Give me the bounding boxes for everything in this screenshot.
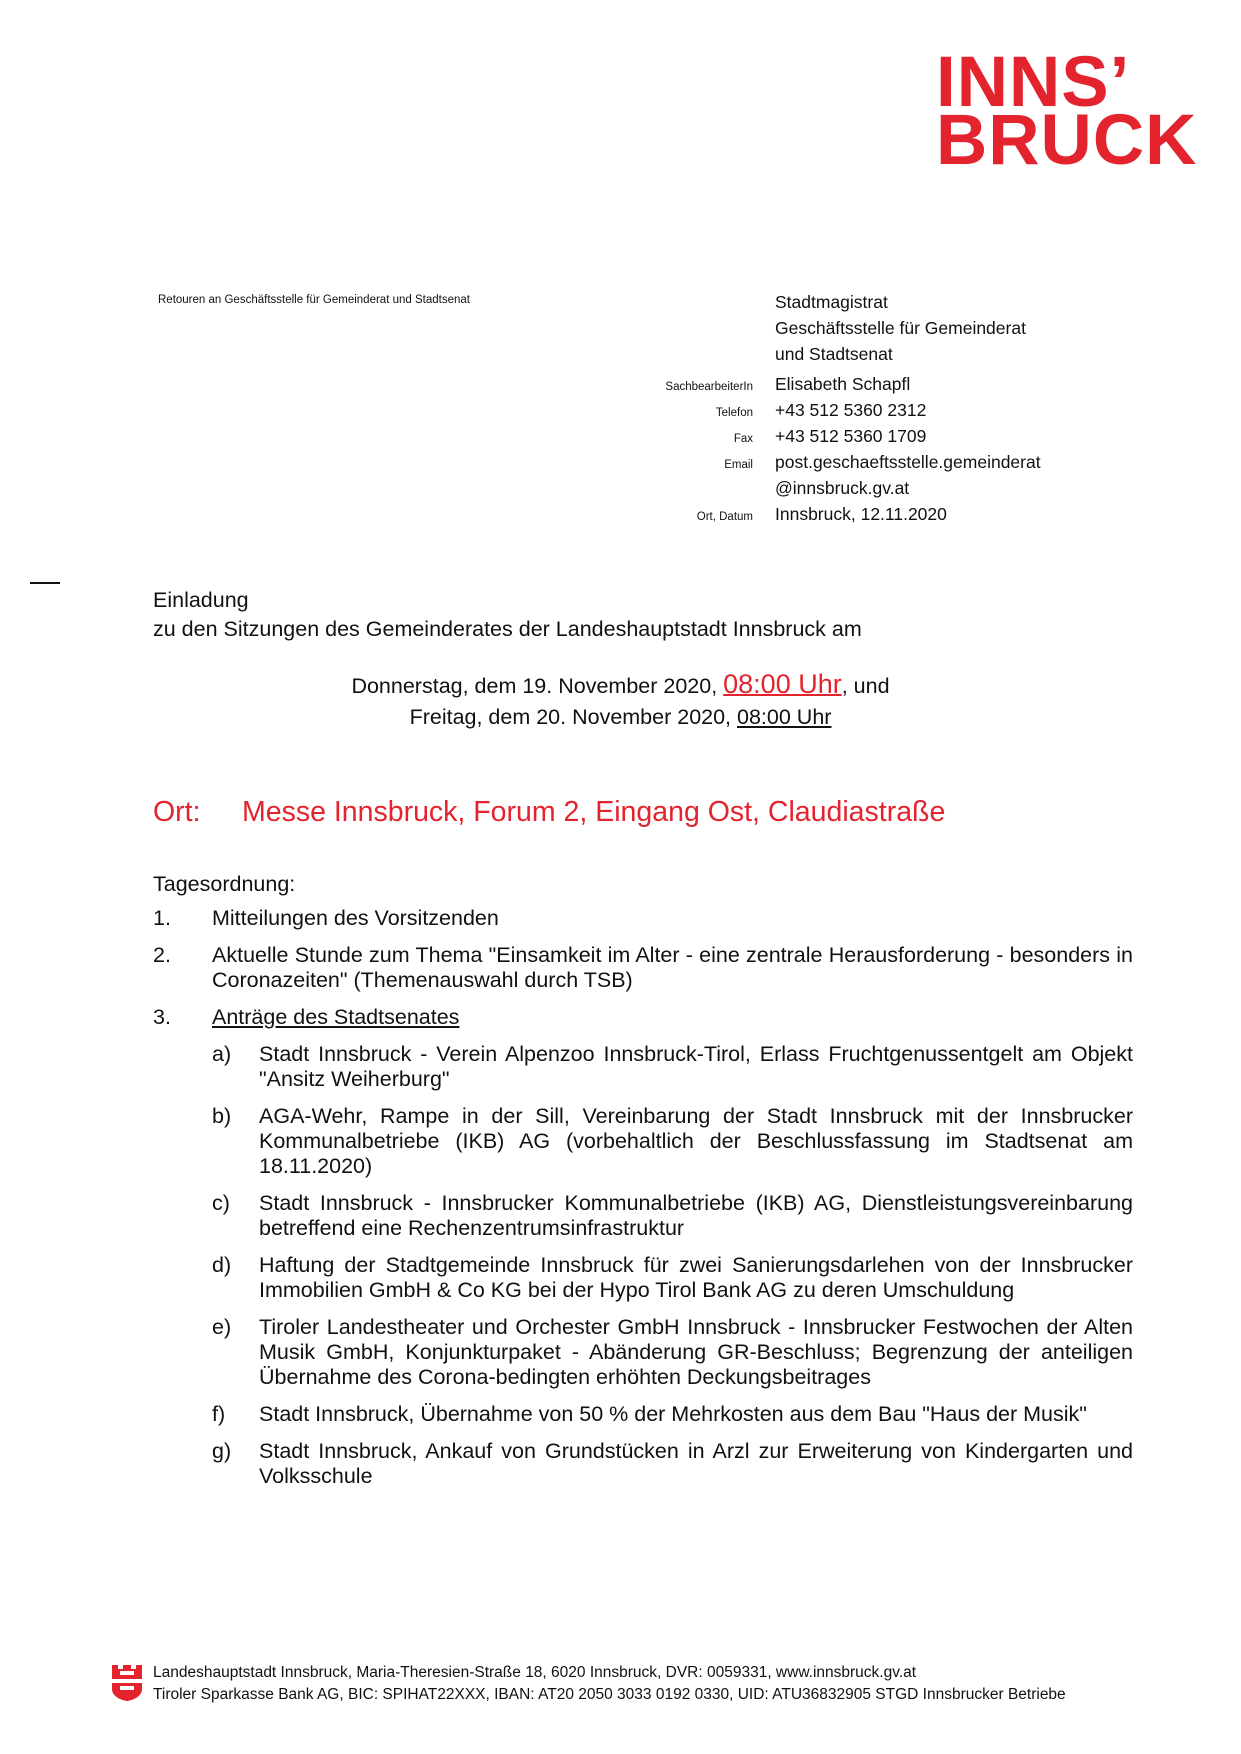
field-value-email-domain: @innsbruck.gv.at bbox=[775, 478, 910, 498]
field-label-fax: Fax bbox=[733, 433, 753, 445]
field-label-place-date: Ort, Datum bbox=[696, 511, 753, 523]
field-label-phone: Telefon bbox=[715, 407, 753, 419]
city-logo bbox=[936, 43, 1198, 180]
sender-org-line-1: Stadtmagistrat bbox=[775, 292, 888, 312]
logo-line-2: BRUCK bbox=[936, 101, 1198, 180]
agenda-subitem: d) Haftung der Stadtgemeinde Innsbruck für zwei Sanierungsdarlehen von der Innsbrucker Immobilien GmbH & Co KG bei der Hypo Tirol Bank AG zu deren Umschuldung bbox=[212, 1253, 1133, 1302]
meeting-time-1: 08:00 Uhr bbox=[723, 669, 842, 699]
field-value-email: post.geschaeftsstelle.gemeinderat bbox=[775, 452, 1041, 472]
logo-line-1: INNS’ bbox=[936, 43, 1131, 122]
field-value-phone: +43 512 5360 2312 bbox=[775, 400, 927, 420]
location-value: Messe Innsbruck, Forum 2, Eingang Ost, Claudiastraße bbox=[242, 796, 946, 828]
footer-line-1: Landeshauptstadt Innsbruck, Maria-Theresien-Straße 18, 6020 Innsbruck, DVR: 0059331, www.innsbruck.gv.at bbox=[153, 1664, 917, 1681]
location bbox=[153, 796, 945, 829]
agenda-subitem: c) Stadt Innsbruck - Innsbrucker Kommunalbetriebe (IKB) AG, Dienstleistungsvereinbarung betreffend eine Rechenzentrumsinfrastruktur bbox=[212, 1191, 1133, 1240]
field-value-fax: +43 512 5360 1709 bbox=[775, 426, 927, 446]
field-value-clerk: Elisabeth Schapfl bbox=[775, 374, 911, 394]
invitation-heading bbox=[153, 586, 862, 644]
agenda-subitem: a) Stadt Innsbruck - Verein Alpenzoo Innsbruck-Tirol, Erlass Fruchtgenussentgelt am Objekt "Ansitz Weiherburg" bbox=[212, 1042, 1133, 1091]
agenda-item: 3. Anträge des Stadtsenates bbox=[153, 1005, 460, 1029]
agenda-subitem: b) AGA-Wehr, Rampe in der Sill, Vereinbarung der Stadt Innsbruck mit der Innsbrucker Kommunalbetriebe (IKB) AG (vorbehaltlich der Beschlussfassung im Stadtsenat am 18.11.2020) bbox=[212, 1104, 1133, 1178]
fold-mark bbox=[30, 582, 60, 584]
agenda-subitem: f) Stadt Innsbruck, Übernahme von 50 % der Mehrkosten aus dem Bau "Haus der Musik" bbox=[212, 1402, 1087, 1426]
field-value-place-date: Innsbruck, 12.11.2020 bbox=[775, 504, 947, 524]
sender-org-line-3: und Stadtsenat bbox=[775, 344, 893, 364]
footer bbox=[153, 1662, 1066, 1706]
field-label-email: Email bbox=[724, 459, 753, 471]
location-label: Ort: bbox=[153, 796, 201, 828]
invitation-title: Einladung bbox=[153, 588, 249, 612]
meeting-time-2: 08:00 Uhr bbox=[737, 705, 832, 729]
sender-org-line-2: Geschäftsstelle für Gemeinderat bbox=[775, 318, 1026, 338]
invitation-subtitle: zu den Sitzungen des Gemeinderates der Landeshauptstadt Innsbruck am bbox=[153, 617, 862, 641]
agenda-list bbox=[153, 906, 1133, 1501]
agenda-item: 2. Aktuelle Stunde zum Thema "Einsamkeit im Alter - eine zentrale Herausforderung - besonders in Coronazeiten" (Themenauswahl durch TSB) bbox=[153, 943, 1133, 992]
meeting-date-2: Freitag, dem 20. November 2020, 08:00 Uhr bbox=[409, 705, 832, 729]
return-address: Retouren an Geschäftsstelle für Gemeinderat und Stadtsenat bbox=[158, 294, 470, 306]
field-label-clerk: SachbearbeiterIn bbox=[665, 381, 753, 393]
agenda-subitem: e) Tiroler Landestheater und Orchester GmbH Innsbruck - Innsbrucker Festwochen der Alten Musik GmbH, Konjunkturpaket - Abänderung GR-Beschluss; Begrenzung der anteiligen Übernahme des Corona-bedingten erhöhten Deckungsbeitrages bbox=[212, 1315, 1133, 1389]
agenda-sublist bbox=[212, 1042, 1133, 1489]
agenda-heading: Tagesordnung: bbox=[153, 872, 296, 896]
city-crest-icon bbox=[110, 1661, 144, 1701]
agenda-subitem: g) Stadt Innsbruck, Ankauf von Grundstücken in Arzl zur Erweiterung von Kindergarten und Volksschule bbox=[212, 1439, 1133, 1488]
sender-block bbox=[600, 292, 1160, 530]
footer-line-2: Tiroler Sparkasse Bank AG, BIC: SPIHAT22XXX, IBAN: AT20 2050 3033 0192 0330, UID: ATU36832905 STGD Innsbrucker Betriebe bbox=[153, 1686, 1066, 1703]
agenda-item: 1. Mitteilungen des Vorsitzenden bbox=[153, 906, 499, 930]
meeting-date-1: Donnerstag, dem 19. November 2020, 08:00 Uhr, und bbox=[351, 669, 890, 699]
